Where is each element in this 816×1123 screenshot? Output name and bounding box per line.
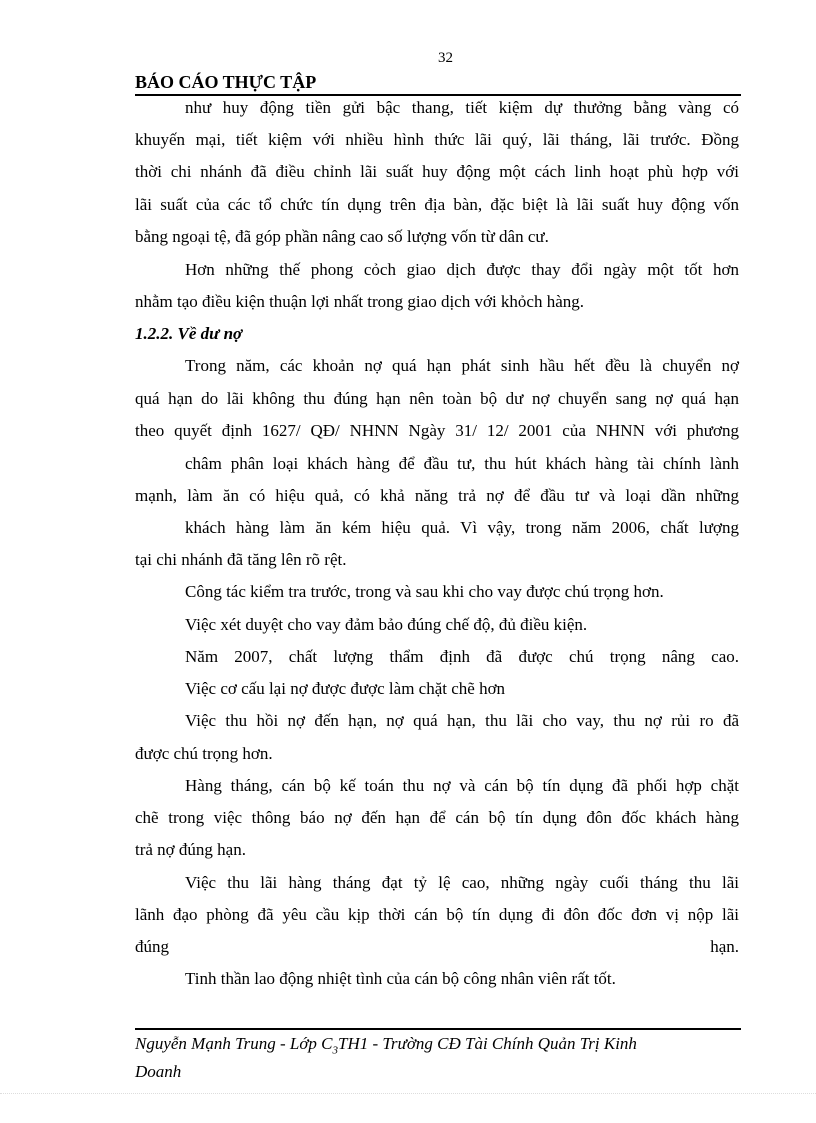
- body-line: mạnh, làm ăn có hiệu quả, có khả năng trả nợ để đầu tư và loại dần những: [135, 486, 739, 505]
- body-line: Hàng tháng, cán bộ kế toán thu nợ và cán bộ tín dụng đã phối hợp chặt: [185, 776, 739, 795]
- body-line: nhằm tạo điều kiện thuận lợi nhất trong giao dịch với khỏch hàng.: [135, 292, 585, 311]
- body-line: thời chi nhánh đã điều chỉnh lãi suất huy động một cách linh hoạt phù hợp với: [135, 162, 739, 181]
- body-line: Năm 2007, chất lượng thẩm định đã được chú trọng nâng cao.: [185, 647, 739, 666]
- body-line: lãnh đạo phòng đã yêu cầu kịp thời cán bộ tín dụng đi đôn đốc đơn vị nộp lãi: [135, 905, 739, 924]
- footer-continuation: Doanh: [135, 1062, 182, 1082]
- body-line: Việc cơ cấu lại nợ được được làm chặt chẽ hơn: [185, 679, 506, 698]
- body-line: lãi suất của các tổ chức tín dụng trên địa bàn, đặc biệt là lãi suất huy động vốn: [135, 195, 739, 214]
- body-line: chẽ trong việc thông báo nợ đến hạn để cán bộ tín dụng đôn đốc khách hàng: [135, 808, 739, 827]
- body-line-end: hạn.: [710, 937, 739, 956]
- footer-text: [135, 1033, 735, 1083]
- body-line: khuyến mại, tiết kiệm với nhiều hình thức lãi quý, lãi tháng, lãi trước. Đồng: [135, 130, 739, 149]
- footer-school: TH1 - Trường CĐ Tài Chính Quản Trị Kinh: [338, 1034, 637, 1053]
- footer-author: Nguyễn Mạnh Trung - Lớp C: [135, 1034, 333, 1053]
- running-head: BÁO CÁO THỰC TẬP: [135, 70, 741, 96]
- body-line: Việc xét duyệt cho vay đảm bảo đúng chế độ, đủ điều kiện.: [185, 615, 588, 634]
- body-line: quá hạn do lãi không thu đúng hạn nên toàn bộ dư nợ chuyển sang nợ quá hạn: [135, 389, 739, 408]
- footer-subscript: 3: [332, 1044, 339, 1057]
- body-line: theo quyết định 1627/ QĐ/ NHNN Ngày 31/ 12/ 2001 của NHNN với phương: [135, 421, 739, 440]
- body-line: như huy động tiền gửi bậc thang, tiết kiệm dự thưởng bằng vàng có: [185, 98, 739, 117]
- body-line: tại chi nhánh đã tăng lên rõ rệt.: [135, 550, 347, 569]
- page-edge: [0, 1093, 816, 1094]
- body-line: châm phân loại khách hàng để đầu tư, thu hút khách hàng tài chính lành: [185, 454, 739, 473]
- page-number: 32: [438, 50, 453, 66]
- body-line: Tinh thần lao động nhiệt tình của cán bộ công nhân viên rất tốt.: [185, 969, 616, 988]
- body-line-start: đúng: [135, 937, 169, 956]
- body-line: bằng ngoại tệ, đã góp phần nâng cao số lượng vốn từ dân cư.: [135, 227, 549, 246]
- body-line: Việc thu lãi hàng tháng đạt tỷ lệ cao, những ngày cuối tháng thu lãi: [185, 873, 739, 892]
- body-line: Việc thu hồi nợ đến hạn, nợ quá hạn, thu lãi cho vay, thu nợ rủi ro đã: [185, 711, 739, 730]
- body-line: Công tác kiểm tra trước, trong và sau khi cho vay được chú trọng hơn.: [185, 582, 664, 601]
- body-line: được chú trọng hơn.: [135, 744, 273, 763]
- body-line: Trong năm, các khoản nợ quá hạn phát sinh hầu hết đều là chuyển nợ: [185, 356, 739, 375]
- body-line: trả nợ đúng hạn.: [135, 840, 246, 859]
- section-heading: 1.2.2. Về dư nợ: [135, 324, 243, 343]
- footer-rule: [135, 1028, 741, 1030]
- body-line: Hơn những thế phong cỏch giao dịch được thay đổi ngày một tốt hơn: [185, 260, 739, 279]
- body-line: khách hàng làm ăn kém hiệu quả. Vì vậy, trong năm 2006, chất lượng: [185, 518, 739, 537]
